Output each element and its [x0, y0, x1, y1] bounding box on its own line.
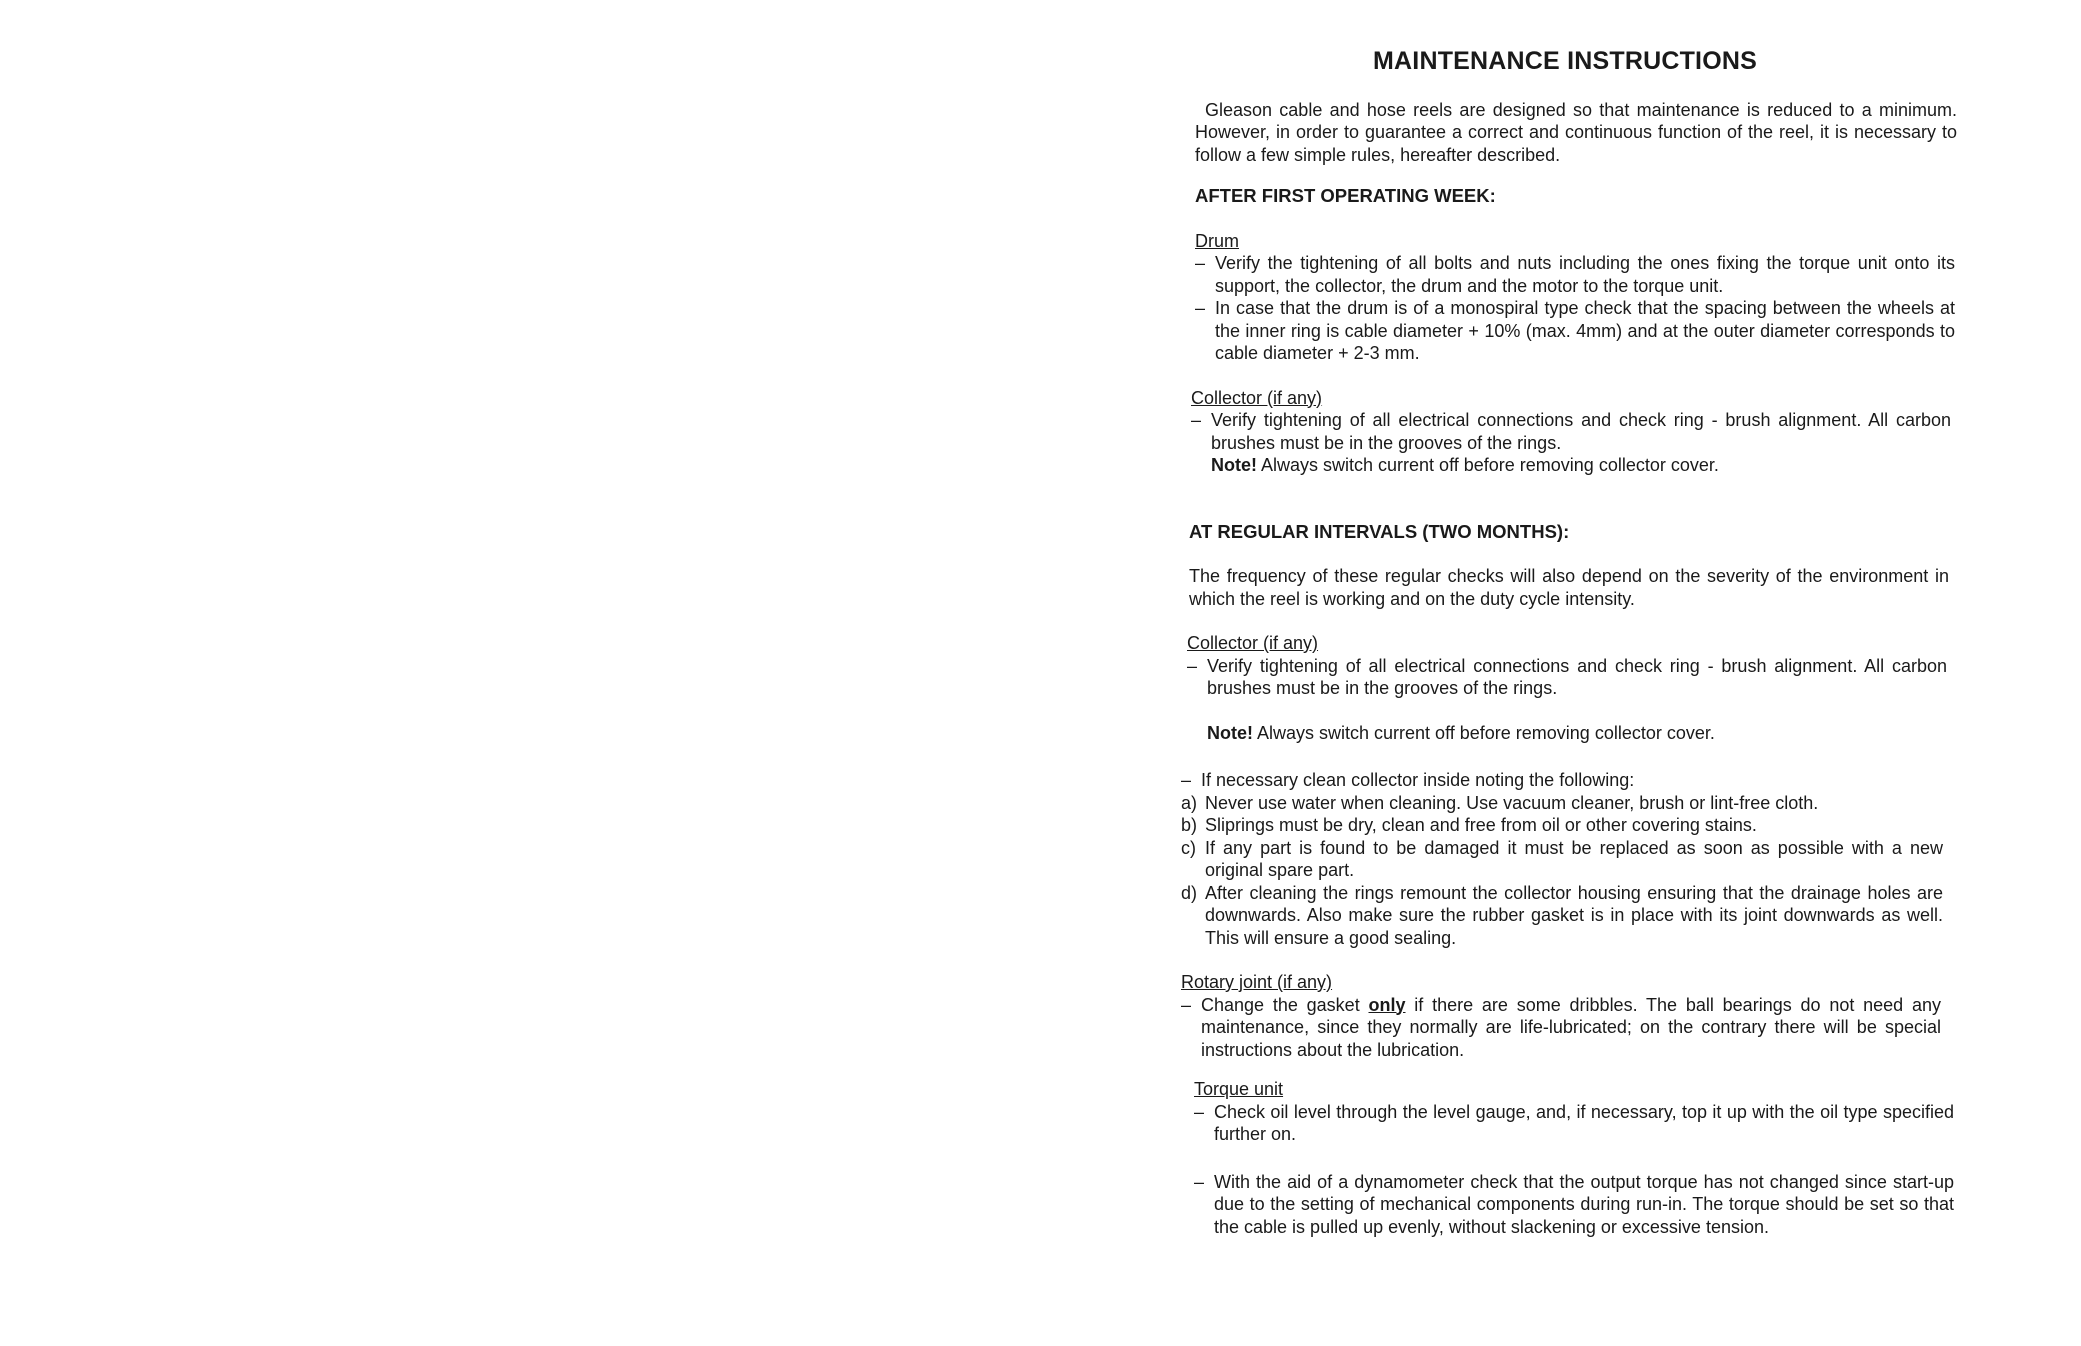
cleaning-section — [1181, 769, 1943, 949]
collector-item-text: Verify tightening of all electrical connections and check ring - brush alignment. All carbon brushes must be in the grooves of the rings. — [1211, 410, 1951, 453]
torque-unit-item — [1194, 1171, 1954, 1239]
point-text: Never use water when cleaning. Use vacuum cleaner, brush or lint-free cloth. — [1205, 792, 1819, 813]
document-title: MAINTENANCE INSTRUCTIONS — [1373, 47, 1757, 75]
cleaning-point — [1181, 814, 1943, 837]
dash-bullet: – — [1195, 298, 1206, 318]
point-text: After cleaning the rings remount the collector housing ensuring that the drainage holes are downwards. Also make sure the rubber gasket is in place with its joint downwards as well. This will ensure a good sealing. — [1205, 882, 1943, 948]
cleaning-point — [1181, 837, 1943, 882]
regular-intervals-section — [1189, 521, 1960, 544]
drum-subheading: Drum — [1195, 230, 1239, 251]
cleaning-intro-text: If necessary clean collector inside noting the following: — [1201, 770, 1635, 790]
collector-item — [1187, 655, 1947, 700]
note-label: Note! — [1211, 455, 1257, 475]
dash-bullet: – — [1195, 253, 1206, 273]
note-text: Always switch current off before removing collector cover. — [1257, 455, 1719, 475]
point-marker: a) — [1181, 792, 1198, 813]
dash-bullet: – — [1194, 1171, 1205, 1192]
point-text: Sliprings must be dry, clean and free from oil or other covering stains. — [1205, 815, 1757, 835]
cleaning-point — [1181, 882, 1943, 950]
note-label: Note! — [1207, 722, 1253, 743]
rotary-joint-item — [1181, 994, 1941, 1062]
regular-intervals-heading: AT REGULAR INTERVALS (TWO MONTHS): — [1189, 520, 1570, 542]
drum-item — [1195, 297, 1955, 365]
frequency-paragraph: The frequency of these regular checks will also depend on the severity of the environment in which the reel is working and on the duty cycle intensity. — [1189, 566, 1949, 609]
rotary-joint-section — [1181, 971, 1941, 1061]
drum-item — [1195, 252, 1955, 297]
dash-bullet: – — [1187, 655, 1198, 676]
maintenance-document — [1170, 47, 1960, 1238]
drum-section — [1195, 230, 1955, 365]
torque-unit-item — [1194, 1101, 1954, 1146]
drum-item-text: Verify the tightening of all bolts and nuts including the ones fixing the torque unit onto its support, the collector, the drum and the motor to the torque unit. — [1215, 253, 1955, 296]
rotary-joint-subheading: Rotary joint (if any) — [1181, 972, 1333, 992]
point-marker: b) — [1181, 815, 1198, 835]
collector-regular-section — [1187, 632, 1947, 700]
rotary-emphasis: only — [1368, 994, 1406, 1015]
rotary-text-before: Change the gasket — [1201, 994, 1369, 1015]
collector-note — [1191, 454, 1951, 477]
point-marker: d) — [1181, 882, 1198, 903]
torque-unit-section — [1194, 1078, 1954, 1146]
collector-subheading: Collector (if any) — [1191, 387, 1323, 408]
torque-unit-section-continued — [1194, 1171, 1954, 1239]
dash-bullet: – — [1191, 410, 1202, 430]
dash-bullet: – — [1181, 770, 1192, 790]
intro-paragraph: Gleason cable and hose reels are designed so that maintenance is reduced to a minimum. However, in order to guarantee a correct and continuous function of the reel, it is necessary to follow a few simple rules, hereafter described. — [1195, 99, 1957, 165]
torque-unit-item-text: Check oil level through the level gauge, and, if necessary, top it up with the oil type specified further on. — [1214, 1101, 1954, 1144]
collector-regular-note — [1187, 722, 1960, 745]
dash-bullet: – — [1194, 1101, 1205, 1122]
drum-item-text: In case that the drum is of a monospiral type check that the spacing between the wheels at the inner ring is cable diameter + 10% (max. 4mm) and at the outer diameter corresponds to cable diameter + 2-3 mm. — [1215, 298, 1955, 363]
collector-first-week-section — [1191, 387, 1951, 477]
torque-unit-subheading: Torque unit — [1194, 1079, 1284, 1099]
collector-item-text: Verify tightening of all electrical connections and check ring - brush alignment. All carbon brushes must be in the grooves of the rings. — [1207, 655, 1947, 698]
rotary-text-after: if there are some dribbles. The ball bearings do not need any maintenance, since they normally are life-lubricated; on the contrary there will be special instructions about the lubrication. — [1201, 994, 1941, 1060]
collector-item — [1191, 409, 1951, 454]
cleaning-point — [1181, 792, 1943, 815]
note-text: Always switch current off before removing collector cover. — [1253, 722, 1715, 743]
after-first-week-section — [1195, 185, 1960, 208]
collector-subheading: Collector (if any) — [1187, 633, 1319, 653]
cleaning-intro — [1181, 769, 1943, 792]
after-first-week-heading: AFTER FIRST OPERATING WEEK: — [1195, 185, 1496, 206]
point-text: If any part is found to be damaged it must be replaced as soon as possible with a new original spare part. — [1205, 837, 1943, 880]
torque-unit-item-text: With the aid of a dynamometer check that the output torque has not changed since start-up due to the setting of mechanical components during run-in. The torque should be set so that the cable is pulled up evenly, without slackening or excessive tension. — [1214, 1171, 1954, 1237]
point-marker: c) — [1181, 837, 1196, 858]
dash-bullet: – — [1181, 994, 1192, 1015]
